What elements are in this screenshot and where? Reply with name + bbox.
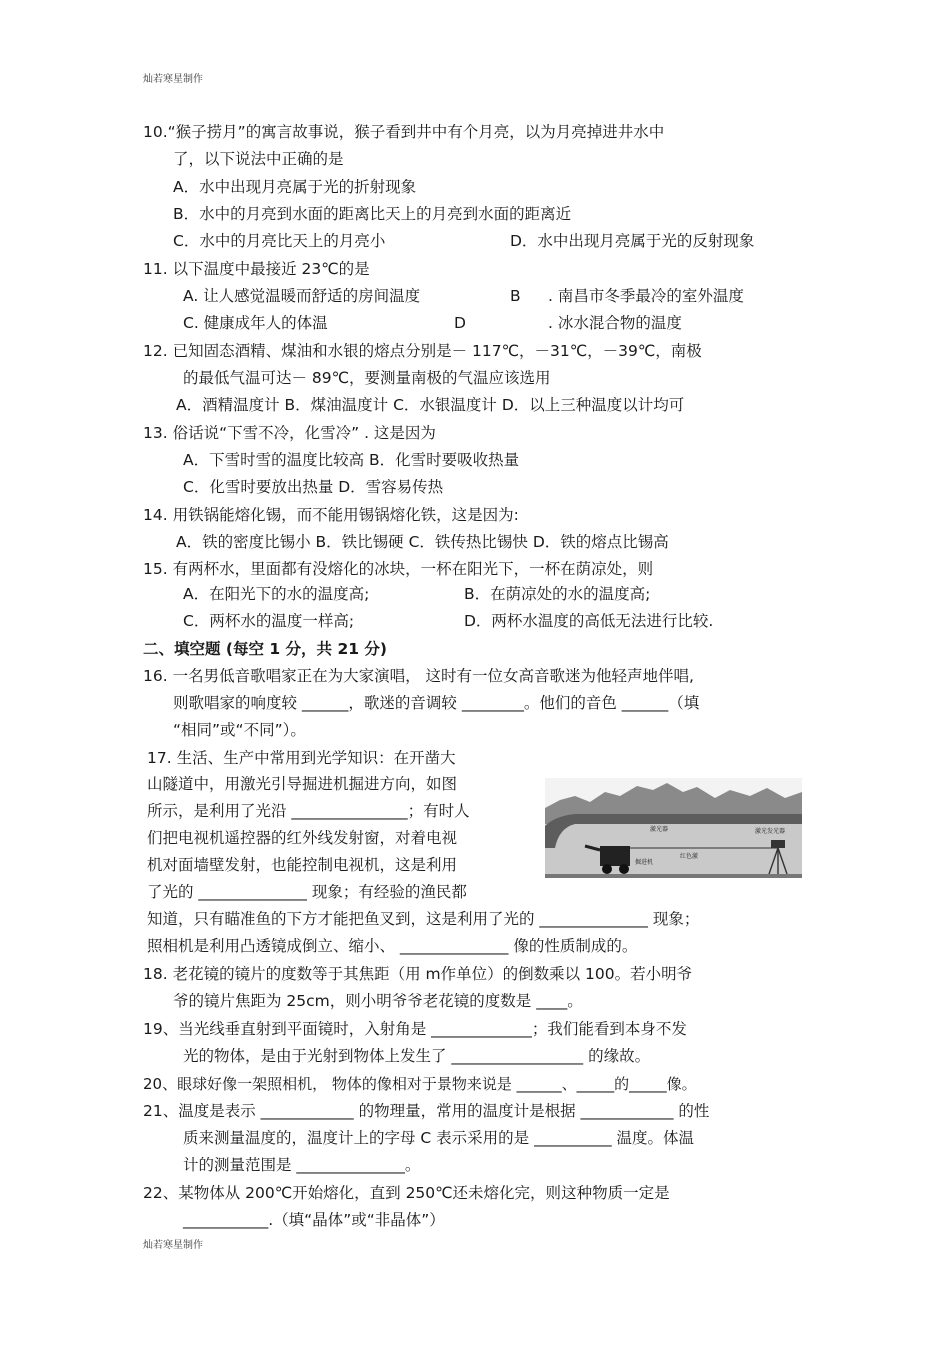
question-10-stem-cont: 了，以下说法中正确的是: [173, 150, 344, 168]
question-17-line-2: 山隧道中，用激光引导掘进机掘进方向，如图: [147, 775, 458, 793]
question-17-line-5: 机对面墙壁发射，也能控制电视机，这是利用: [147, 856, 458, 874]
question-22-line-2: ___________.（填“晶体”或“非晶体”）: [183, 1211, 445, 1229]
section-heading-fill-in: 二、填空题 (每空 1 分，共 21 分): [143, 640, 388, 658]
question-10-option-a: A．水中出现月亮属于光的折射现象: [173, 178, 417, 196]
question-20-line-1: 20、眼球好像一架照相机， 物体的像相对于景物来说是 ______、_____的_____像。: [143, 1075, 697, 1093]
question-11-option-d: . 冰水混合物的温度: [548, 314, 682, 332]
question-19-line-2: 光的物体，是由于光射到物体上发生了 _________________ 的缘故。: [183, 1047, 651, 1065]
question-15-option-d: D．两杯水温度的高低无法进行比较.: [464, 612, 714, 630]
question-13-options-cd: C．化雪时要放出热量 D．雪容易传热: [183, 478, 444, 496]
question-21-line-1: 21、温度是表示 ____________ 的物理量，常用的温度计是根据 ____________ 的性: [143, 1102, 710, 1120]
figure-label-laser-device: 激光器: [650, 826, 669, 833]
figure-label-laser-emitter: 激光发光器: [755, 828, 786, 835]
question-12-options: A．酒精温度计 B．煤油温度计 C．水银温度计 D．以上三种温度以计均可: [176, 396, 685, 414]
question-17-line-8: 照相机是利用凸透镜成倒立、缩小、 ______________ 像的性质制成的。: [147, 937, 638, 955]
question-10-option-b: B．水中的月亮到水面的距离比天上的月亮到水面的距离近: [173, 205, 572, 223]
question-10-stem: 10.“猴子捞月”的寓言故事说，猴子看到井中有个月亮，以为月亮掉进井水中: [143, 123, 665, 141]
question-16-line-3: “相同”或“不同”）。: [173, 721, 306, 739]
question-12-stem: 12. 已知固态酒精、煤油和水银的熔点分别是－ 117℃，－31℃，－39℃，南极: [143, 342, 702, 360]
question-16-line-2: 则歌唱家的响度较 ______，歌迷的音调较 ________。他们的音色 ______（填: [173, 694, 700, 712]
question-10-option-c: C．水中的月亮比天上的月亮小: [173, 232, 386, 250]
tunnel-floor: [545, 874, 802, 878]
question-17-line-6: 了光的 ______________ 现象；有经验的渔民都: [147, 883, 467, 901]
boring-machine-wheel-front: [602, 864, 612, 874]
question-11-option-b-letter: B: [510, 287, 521, 305]
page-footer: 灿若寒星制作: [143, 1240, 203, 1251]
question-11-stem: 11. 以下温度中最接近 23℃的是: [143, 260, 370, 278]
question-11-option-a: A. 让人感觉温暖而舒适的房间温度: [183, 287, 421, 305]
question-11-option-d-letter: D: [454, 314, 466, 332]
question-17-line-1: 17. 生活、生产中常用到光学知识：在开凿大: [147, 749, 456, 767]
tunnel-laser-figure: [545, 778, 802, 878]
question-10-option-d: D．水中出现月亮属于光的反射现象: [510, 232, 755, 250]
question-19-line-1: 19、当光线垂直射到平面镜时，入射角是 _____________；我们能看到本身不发: [143, 1020, 687, 1038]
question-21-line-2: 质来测量温度的，温度计上的字母 C 表示采用的是 __________ 温度。体温: [183, 1129, 695, 1147]
question-15-option-a: A．在阳光下的水的温度高;: [183, 585, 370, 603]
question-14-stem: 14. 用铁锅能熔化锡，而不能用锡锅熔化铁，这是因为:: [143, 506, 519, 524]
question-16-line-1: 16. 一名男低音歌唱家正在为大家演唱， 这时有一位女高音歌迷为他轻声地伴唱,: [143, 667, 694, 685]
boring-machine: [600, 846, 630, 866]
question-15-stem: 15. 有两杯水，里面都有没熔化的冰块，一杯在阳光下，一杯在荫凉处，则: [143, 560, 654, 578]
tunnel-illustration: [545, 778, 802, 878]
page-header: 灿若寒星制作: [143, 74, 203, 85]
question-15-option-b: B．在荫凉处的水的温度高;: [464, 585, 651, 603]
question-11-option-b: . 南昌市冬季最冷的室外温度: [548, 287, 744, 305]
question-12-stem-cont: 的最低气温可达－ 89℃，要测量南极的气温应该选用: [183, 369, 551, 387]
question-17-line-4: 们把电视机遥控器的红外线发射窗，对着电视: [147, 829, 458, 847]
question-17-line-3: 所示，是利用了光沿 _______________；有时人: [147, 802, 470, 820]
figure-label-boring-machine: 掘进机: [635, 859, 654, 866]
boring-machine-wheel-rear: [619, 864, 629, 874]
question-22-line-1: 22、某物体从 200℃开始熔化，直到 250℃还未熔化完，则这种物质一定是: [143, 1184, 670, 1202]
figure-label-red-laser: 红色激: [680, 853, 699, 860]
question-18-line-2: 爷的镜片焦距为 25cm，则小明爷爷老花镜的度数是 ____。: [173, 992, 583, 1010]
question-13-options-ab: A．下雪时雪的温度比较高 B．化雪时要吸收热量: [183, 451, 520, 469]
question-15-option-c: C．两杯水的温度一样高;: [183, 612, 355, 630]
question-13-stem: 13. 俗话说“下雪不冷，化雪冷” . 这是因为: [143, 424, 436, 442]
question-11-option-c: C. 健康成年人的体温: [183, 314, 328, 332]
question-14-options: A．铁的密度比锡小 B．铁比锡硬 C．铁传热比锡快 D．铁的熔点比锡高: [176, 533, 669, 551]
laser-emitter: [771, 840, 785, 848]
question-18-line-1: 18. 老花镜的镜片的度数等于其焦距（用 m作单位）的倒数乘以 100。若小明爷: [143, 965, 693, 983]
question-17-line-7: 知道，只有瞄准鱼的下方才能把鱼叉到，这是利用了光的 ______________ 现象；: [147, 910, 700, 928]
question-21-line-3: 计的测量范围是 ______________。: [183, 1156, 421, 1174]
